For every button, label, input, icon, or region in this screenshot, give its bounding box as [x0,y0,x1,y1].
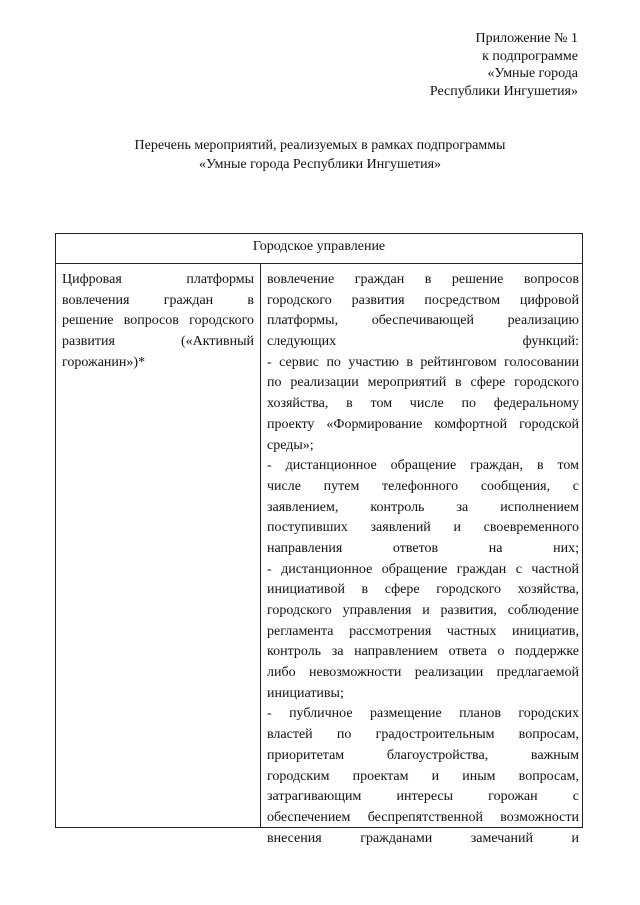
cell-text-line: по реализации мероприятий в сфере городского [267,375,579,391]
cell-text-line: поступивших заявлений и своевременного [267,520,579,536]
cell-text-line: хозяйства, в том числе по федеральному [267,396,579,412]
cell-text-line: - сервис по участию в рейтинговом голосовании [267,354,579,370]
cell-text-line: внесения гражданами замечаний и [267,830,579,846]
table-cell-measure-name [62,270,254,373]
cell-text-line: решение вопросов городского [62,313,254,329]
cell-text-line: горожанин»)* [62,354,146,370]
cell-text-line: числе путем телефонного сообщения, с [267,478,579,494]
cell-text-line: направления ответов на них; [267,540,579,556]
document-title [0,136,640,174]
table-section-header: Городское управление [56,234,582,264]
cell-text-line: городского управления и развития, соблюдение [267,603,579,618]
appendix-line: Республики Ингушетия» [429,83,578,99]
cell-text-line: городским проектам и иным вопросам, [267,768,579,784]
title-line: Перечень мероприятий, реализуемых в рамках подпрограммы [134,138,506,153]
cell-text-line: платформы, обеспечивающей реализацию [267,313,579,329]
cell-text-line: развития («Активный [62,334,254,350]
appendix-line: «Умные города [487,66,578,81]
cell-text-line: контроль за направлением ответа о поддержке [267,644,579,660]
cell-text-line: - публичное размещение планов городских [267,706,579,722]
appendix-line: к подпрограмме [482,48,578,64]
cell-text-line: властей по градостроительным вопросам, [267,727,579,743]
cell-text-line: проекту «Формирование комфортной городской [267,416,579,432]
title-line: «Умные города Республики Ингушетия» [198,157,442,172]
cell-text-line: Цифровая платформы [62,272,254,287]
table-cell-measure-description [267,270,579,849]
cell-text-line: - дистанционное обращение граждан, в том [267,458,579,474]
cell-text-line: вовлечения граждан в [62,292,254,308]
column-divider [260,264,261,827]
cell-text-line: заявлением, контроль за исполнением [267,499,579,515]
cell-text-line: обеспечением беспрепятственной возможности [267,809,579,825]
cell-text-line: инициативой в сфере городского хозяйства, [267,582,579,598]
cell-text-line: либо невозможности реализации предлагаемой [267,665,579,681]
cell-text-line: - дистанционное обращение граждан с частной [267,561,579,577]
measures-table [55,233,583,846]
appendix-note [430,30,578,100]
cell-text-line: регламента рассмотрения частных инициатив, [267,623,579,639]
appendix-line: Приложение № 1 [475,31,578,46]
cell-text-line: среды»; [267,437,314,453]
cell-text-line: вовлечение граждан в решение вопросов [267,272,579,287]
cell-text-line: затрагивающим интересы горожан с [267,789,579,805]
cell-text-line: приоритетам благоустройства, важным [267,747,579,763]
cell-text-line: инициативы; [267,685,344,701]
cell-text-line: следующих функций: [267,334,579,350]
cell-text-line: городского развития посредством цифровой [267,292,579,308]
